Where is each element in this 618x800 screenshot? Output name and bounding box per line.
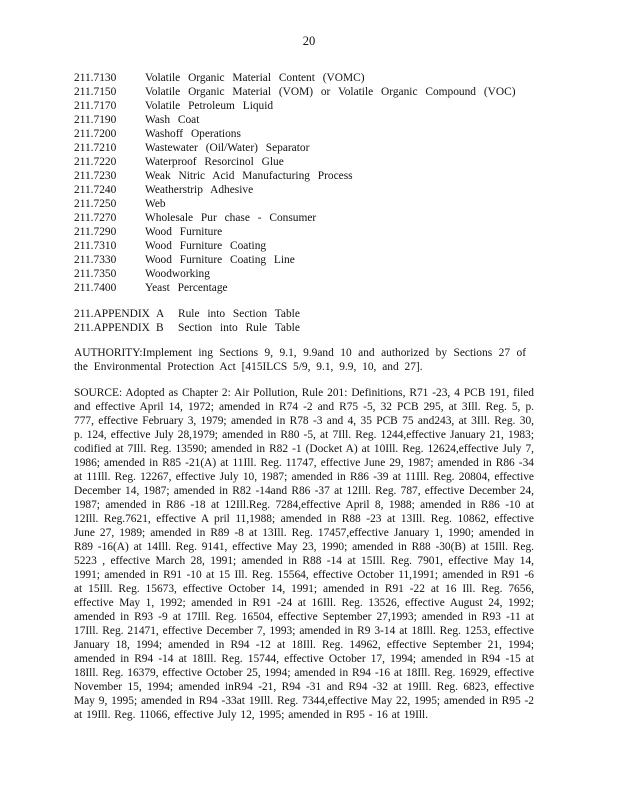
section-number: 211.7290 [74, 226, 117, 238]
definition-row [74, 239, 544, 253]
definition-row [74, 71, 544, 85]
section-number: 211.7400 [74, 282, 117, 294]
definition-row [74, 267, 544, 281]
definition-term: Wholesale Pur chase - Consumer [145, 212, 317, 224]
definition-term: Wood Furniture [145, 226, 223, 238]
definitions-list [74, 71, 544, 295]
section-number: 211.7130 [74, 72, 117, 84]
section-number: 211.7250 [74, 198, 117, 210]
authority-paragraph: AUTHORITY:Implement ing Sections 9, 9.1, 9.9and 10 and authorized by Sections 27 of the Environmental Protection Act [415ILCS 5/9, 9.1, 9.9, 10, and 27]. [74, 347, 526, 373]
definition-term: Weak Nitric Acid Manufacturing Process [145, 170, 353, 182]
appendix-row [74, 321, 544, 335]
definition-term: Volatile Petroleum Liquid [145, 100, 274, 112]
definition-term: Wash Coat [145, 114, 200, 126]
page-number: 20 [302, 34, 316, 48]
definition-term: Woodworking [145, 268, 210, 280]
section-number: 211.7200 [74, 128, 117, 140]
source-paragraph: SOURCE: Adopted as Chapter 2: Air Pollution, Rule 201: Definitions, R71 -23, 4 PCB 191, filed and effective April 14, 1972; amended in R74 -2 and R75 -5, 32 PCB 295, at 3Ill. Reg. 5, p. 777, effective February 3, 1979; amended in R78 -3 and 4, 35 PCB 75 and243, at 3Ill. Reg. 30, p. 124, effective July 28,1979; amended in R80 -5, at 7Ill. Reg. 1244,effective January 21, 1983; codified at 7Ill. Reg. 13590; amended in R82 -1 (Docket A) at 10Ill. Reg. 12624,effective July 7, 1986; amended in R85 -21(A) at 11Ill. Reg. 11747, effective June 29, 1987; amended in R86 -34 at 11Ill. Reg. 12267, effective July 10, 1987; amended in R86 -39 at 11Ill. Reg. 20804, effective December 14, 1987; amended in R82 -14and R86 -37 at 12Ill. Reg. 787, effective December 24, 1987; amended in R86 -18 at 12Ill.Reg. 7284,effective April 8, 1988; amended in R86 -10 at 12Ill. Reg.7621, effective A pril 11,1988; amended in R88 -23 at 13Ill. Reg. 10862, effective June 27, 1989; amended in R89 -8 at 13Ill. Reg. 17457,effective January 1, 1990; amended in R89 -16(A) at 14Ill. Reg. 9141, effective May 23, 1990; amended in R88 -30(B) at 15Ill. Reg. 5223 , effective March 28, 1991; amended in R88 -14 at 15Ill. Reg. 7901, effective May 14, 1991; amended in R91 -10 at 15 Ill. Reg. 15564, effective October 11,1991; amended in R91 -6 at 15Ill. Reg. 15673, effective October 14, 1991; amended in R91 -22 at 16 Ill. Reg. 7656, effective May 1, 1992; amended in R91 -24 at 16Ill. Reg. 13526, effective August 24, 1992; amended in R93 -9 at 17Ill. Reg. 16504, effective September 27,1993; amended in R93 -11 at 17Ill. Reg. 21471, effective December 7, 1993; amended in R9 3-14 at 18Ill. Reg. 1253, effective January 18, 1994; amended in R94 -12 at 18Ill. Reg. 14962, effective September 21, 1994; amended in R94 -14 at 18Ill. Reg. 15744, effective October 17, 1994; amended in R94 -15 at 18Ill. Reg. 16379, effective October 25, 1994; amended in R94 -16 at 18Ill. Reg. 16929, effective November 15, 1994; amended inR94 -21, R94 -31 and R94 -32 at 19Ill. Reg. 6823, effective May 9, 1995; amended in R94 -33at 19Ill. Reg. 7344,effective May 22, 1995; amended in R95 -2 at 19Ill. Reg. 11066, effective July 12, 1995; amended in R95 - 16 at 19Ill. [74, 387, 534, 721]
section-number: 211.7350 [74, 268, 117, 280]
definition-row [74, 253, 544, 267]
definition-term: Weatherstrip Adhesive [145, 184, 254, 196]
section-number: 211.7240 [74, 184, 117, 196]
section-number: 211.7310 [74, 240, 117, 252]
definition-term: Wood Furniture Coating Line [145, 254, 295, 266]
definition-row [74, 85, 544, 99]
definition-row [74, 169, 544, 183]
definition-term: Wastewater (Oil/Water) Separator [145, 142, 310, 154]
section-number: 211.7220 [74, 156, 117, 168]
definition-term: Washoff Operations [145, 128, 241, 140]
appendix-code: 211.APPENDIX [74, 308, 150, 320]
definition-row [74, 155, 544, 169]
section-number: 211.7190 [74, 114, 117, 126]
definition-row [74, 99, 544, 113]
appendix-title: Section into Rule Table [178, 322, 300, 334]
definition-row [74, 281, 544, 295]
appendix-letter: A [156, 308, 165, 320]
section-number: 211.7170 [74, 100, 117, 112]
section-number: 211.7150 [74, 86, 117, 98]
appendix-row [74, 307, 544, 321]
appendix-list [74, 307, 544, 335]
definition-term: Volatile Organic Material Content (VOMC) [145, 72, 365, 84]
definition-row [74, 197, 544, 211]
definition-term: Yeast Percentage [145, 282, 228, 294]
definition-term: Waterproof Resorcinol Glue [145, 156, 284, 168]
appendix-letter: B [156, 322, 164, 334]
section-number: 211.7330 [74, 254, 117, 266]
definition-row [74, 183, 544, 197]
definition-row [74, 141, 544, 155]
definition-term: Volatile Organic Material (VOM) or Volatile Organic Compound (VOC) [145, 86, 516, 98]
definition-term: Wood Furniture Coating [145, 240, 267, 252]
appendix-code: 211.APPENDIX [74, 322, 150, 334]
definition-row [74, 211, 544, 225]
section-number: 211.7230 [74, 170, 117, 182]
appendix-title: Rule into Section Table [178, 308, 300, 320]
definition-row [74, 127, 544, 141]
definition-row [74, 225, 544, 239]
definition-term: Web [145, 198, 166, 210]
section-number: 211.7270 [74, 212, 117, 224]
definition-row [74, 113, 544, 127]
section-number: 211.7210 [74, 142, 117, 154]
